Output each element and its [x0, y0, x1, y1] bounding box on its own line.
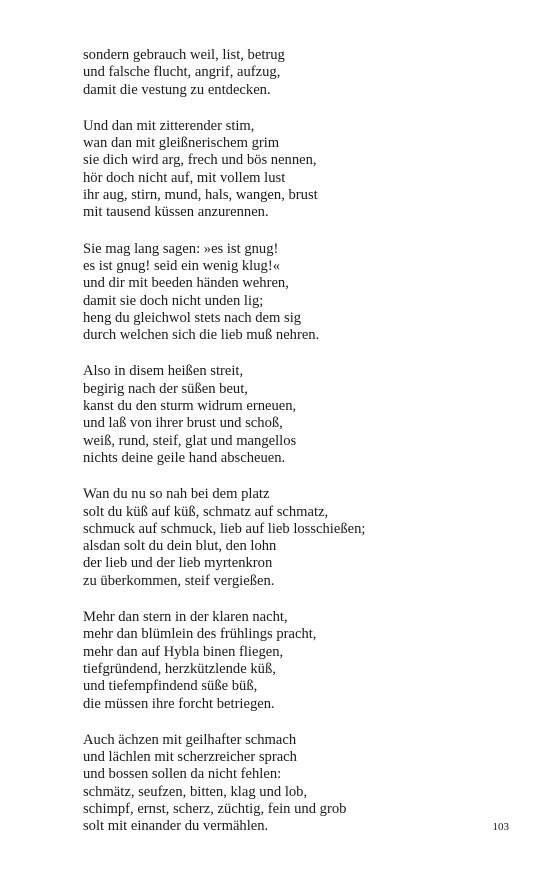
stanza-6	[83, 609, 523, 713]
poem-line: mit tausend küssen anzurennen.	[83, 204, 269, 221]
poem-line: und tiefempfindend süße büß,	[83, 678, 258, 695]
poem-line: schmuck auf schmuck, lieb auf lieb losschießen;	[83, 520, 366, 537]
poem-line: und bossen sollen da nicht fehlen:	[83, 766, 282, 783]
poem-line: damit die vestung zu entdecken.	[83, 81, 271, 98]
poem-line: der lieb und der lieb myrtenkron	[83, 555, 273, 572]
poem-line: Sie mag lang sagen: »es ist gnug!	[83, 240, 279, 257]
poem-line: Mehr dan stern in der klaren nacht,	[83, 609, 288, 626]
poem-line: schmätz, seufzen, bitten, klag und lob,	[83, 783, 308, 800]
poem-line: die müssen ihre forcht betriegen.	[83, 695, 275, 712]
poem-line: weiß, rund, steif, glat und mangellos	[83, 432, 297, 449]
stanza-7	[83, 732, 523, 836]
poem-line: damit sie doch nicht unden lig;	[83, 292, 264, 309]
poem-line: mehr dan auf Hybla binen fliegen,	[83, 643, 284, 660]
poem-line: mehr dan blümlein des frühlings pracht,	[83, 626, 317, 643]
stanza-2	[83, 118, 523, 222]
poem-line: und falsche flucht, angrif, aufzug,	[83, 64, 281, 81]
poem-line: solt mit einander du vermählen.	[83, 818, 269, 835]
poem-line: und laß von ihrer brust und schoß,	[83, 415, 283, 432]
poem-line: ihr aug, stirn, mund, hals, wangen, brust	[83, 187, 318, 204]
poem-line: Wan du nu so nah bei dem platz	[83, 486, 270, 503]
stanza-1	[83, 47, 523, 99]
poem-line: tiefgründend, herzkützlende küß,	[83, 660, 276, 677]
poem-line: schimpf, ernst, scherz, züchtig, fein und grob	[83, 800, 347, 817]
poem-line: zu überkommen, steif vergießen.	[83, 572, 275, 589]
poem-line: solt du küß auf küß, schmatz auf schmatz,	[83, 503, 329, 520]
poem-line: kanst du den sturm widrum erneuen,	[83, 398, 297, 415]
page-number: 103	[492, 821, 509, 833]
poem-line: und lächlen mit scherzreicher sprach	[83, 749, 297, 766]
stanza-4	[83, 363, 523, 467]
poem-line: wan dan mit gleißnerischem grim	[83, 135, 280, 152]
poem-line: Und dan mit zitterender stim,	[83, 117, 255, 134]
poem-line: nichts deine geile hand abscheuen.	[83, 449, 286, 466]
poem-line: Also in disem heißen streit,	[83, 363, 244, 380]
poem-line: Auch ächzen mit geilhafter schmach	[83, 731, 297, 748]
poem-line: und dir mit beeden händen wehren,	[83, 275, 289, 292]
stanza-3	[83, 241, 523, 345]
poem-line: heng du gleichwol stets nach dem sig	[83, 309, 302, 326]
stanza-5	[83, 486, 523, 590]
poem-line: es ist gnug! seid ein wenig klug!«	[83, 257, 280, 274]
poem-line: durch welchen sich die lieb muß nehren.	[83, 327, 320, 344]
poem-line: alsdan solt du dein blut, den lohn	[83, 538, 277, 555]
poem-line: sie dich wird arg, frech und bös nennen,	[83, 152, 317, 169]
poem-line: hör doch nicht auf, mit vollem lust	[83, 169, 286, 186]
poem-line: sondern gebrauch weil, list, betrug	[83, 47, 285, 63]
poem-body	[83, 47, 523, 855]
poem-line: begirig nach der süßen beut,	[83, 380, 248, 397]
